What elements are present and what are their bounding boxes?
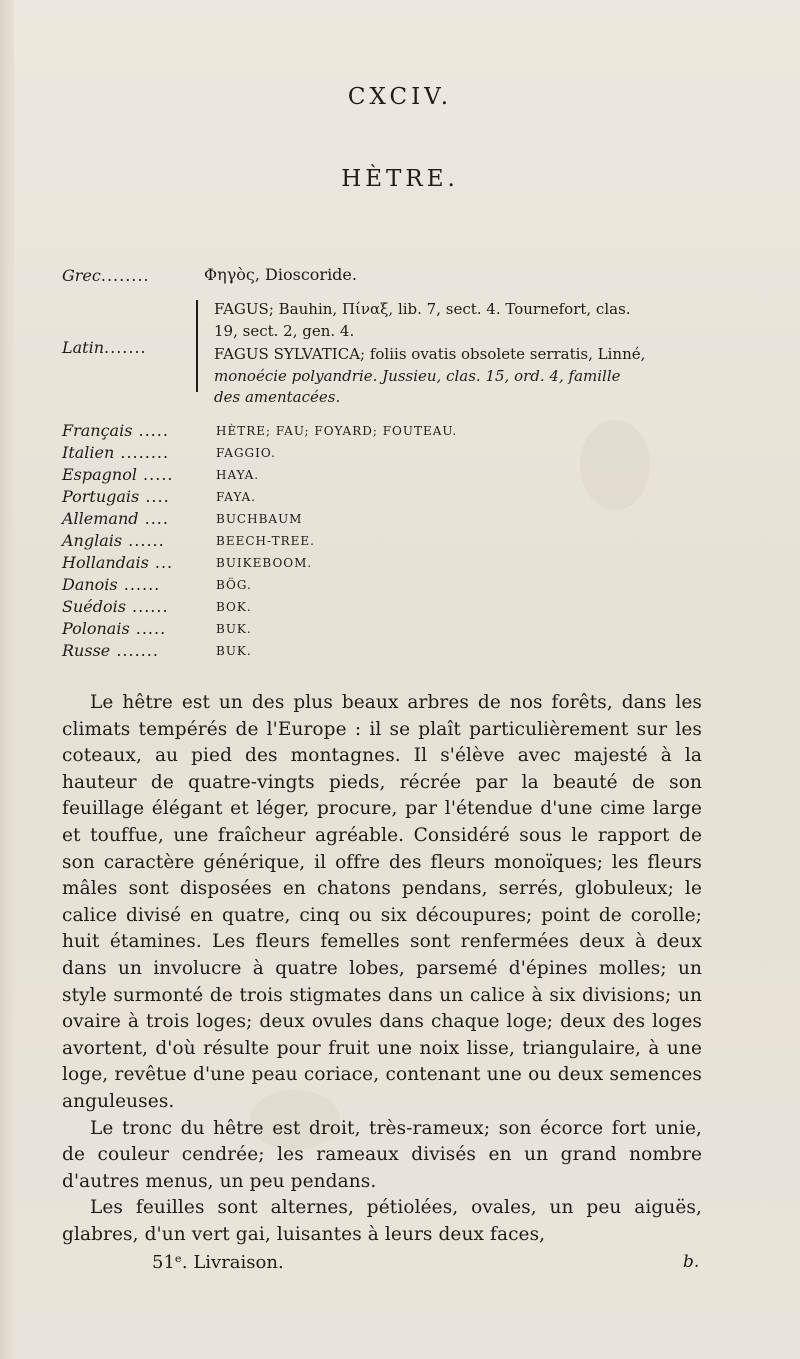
vernacular-name: HAYA. (216, 468, 260, 482)
paragraph: Les feuilles sont alternes, pétiolées, ovales, un peu aiguës, glabres, d'un vert gai, luisantes à leurs deux faces, (62, 1197, 702, 1245)
vernacular-lang: Italien ........ (62, 443, 170, 462)
latin-line: monoécie polyandrie. Jussieu, clas. 15, ord. 4, famille (214, 367, 621, 385)
latin-label: Latin....... (62, 338, 147, 357)
vernacular-name: BUCHBAUM (216, 512, 303, 526)
vernacular-lang: Français ..... (62, 421, 169, 440)
vernacular-name: FAGGIO. (216, 446, 276, 460)
vernacular-name: BUK. (216, 622, 252, 636)
paper-stain (580, 420, 650, 510)
vernacular-name: BOK. (216, 600, 252, 614)
latin-line: des amentacées. (214, 388, 341, 406)
vernacular-lang: Allemand .... (62, 509, 169, 528)
vernacular-lang: Espagnol ..... (62, 465, 174, 484)
signature-mark: b. (683, 1252, 700, 1272)
vernacular-name: FAYA. (216, 490, 256, 504)
vernacular-lang: Hollandais ... (62, 553, 174, 572)
latin-line: 19, sect. 2, gen. 4. (214, 322, 355, 340)
vernacular-lang: Russe ....... (62, 641, 159, 660)
paragraph: Le hêtre est un des plus beaux arbres de nos forêts, dans les climats tempérés de l'Europe : il se plaît particulièrement sur les coteaux, au pied des montagnes. Il s'élève avec majesté à la hauteur de quatre-vingts pieds, récrée par la beauté de son feuillage élégant et léger, procure, par l'étendue d'une cime large et touffue, une fraîcheur agréable. Considéré sous le rapport de son caractère générique, il offre des fleurs monoïques; les fleurs mâles sont disposées en chatons pendans, serrés, globuleux; le calice divisé en quatre, cinq ou six découpures; point de corolle; huit étamines. Les fleurs femelles sont renfermées deux à deux dans un involucre à quatre lobes, parsemé d'épines molles; un style surmonté de trois stigmates dans un calice à six divisions; un ovaire à trois loges; deux ovules dans chaque loge; deux des loges avortent, d'où résulte pour fruit une noix lisse, triangulaire, à une loge, revêtue d'une peau coriace, contenant une ou deux semences anguleuses. (62, 692, 702, 1112)
vernacular-lang: Suédois ...... (62, 597, 169, 616)
article-body (62, 690, 702, 1248)
vernacular-lang: Polonais ..... (62, 619, 167, 638)
vernacular-lang: Portugais .... (62, 487, 170, 506)
page-title: HÈTRE. (341, 166, 459, 192)
vernacular-lang: Danois ...... (62, 575, 161, 594)
vernacular-name: BÖG. (216, 578, 252, 592)
greek-name: Φηγὸς, Dioscoride. (204, 265, 357, 284)
greek-label: Grec........ (62, 266, 150, 285)
page-edge (0, 0, 14, 1359)
paragraph: Le tronc du hêtre est droit, très-rameux; son écorce fort unie, de couleur cendrée; les rameaux divisés en un grand nombre d'autres menus, un peu pendans. (62, 1117, 702, 1192)
vernacular-name: BEECH-TREE. (216, 534, 315, 548)
latin-line: FAGUS; Bauhin, Πίναξ, lib. 7, sect. 4. Tournefort, clas. (214, 300, 631, 318)
vernacular-lang: Anglais ...... (62, 531, 165, 550)
issue-number: 51ᵉ. Livraison. (152, 1252, 284, 1273)
latin-brace (196, 300, 204, 392)
vernacular-name: BUIKEBOOM. (216, 556, 313, 570)
vernacular-name: BUK. (216, 644, 252, 658)
plate-number: CXCIV. (347, 84, 453, 110)
vernacular-name: HÈTRE; FAU; FOYARD; FOUTEAU. (216, 424, 458, 438)
latin-line: FAGUS SYLVATICA; foliis ovatis obsolete serratis, Linné, (214, 345, 646, 363)
